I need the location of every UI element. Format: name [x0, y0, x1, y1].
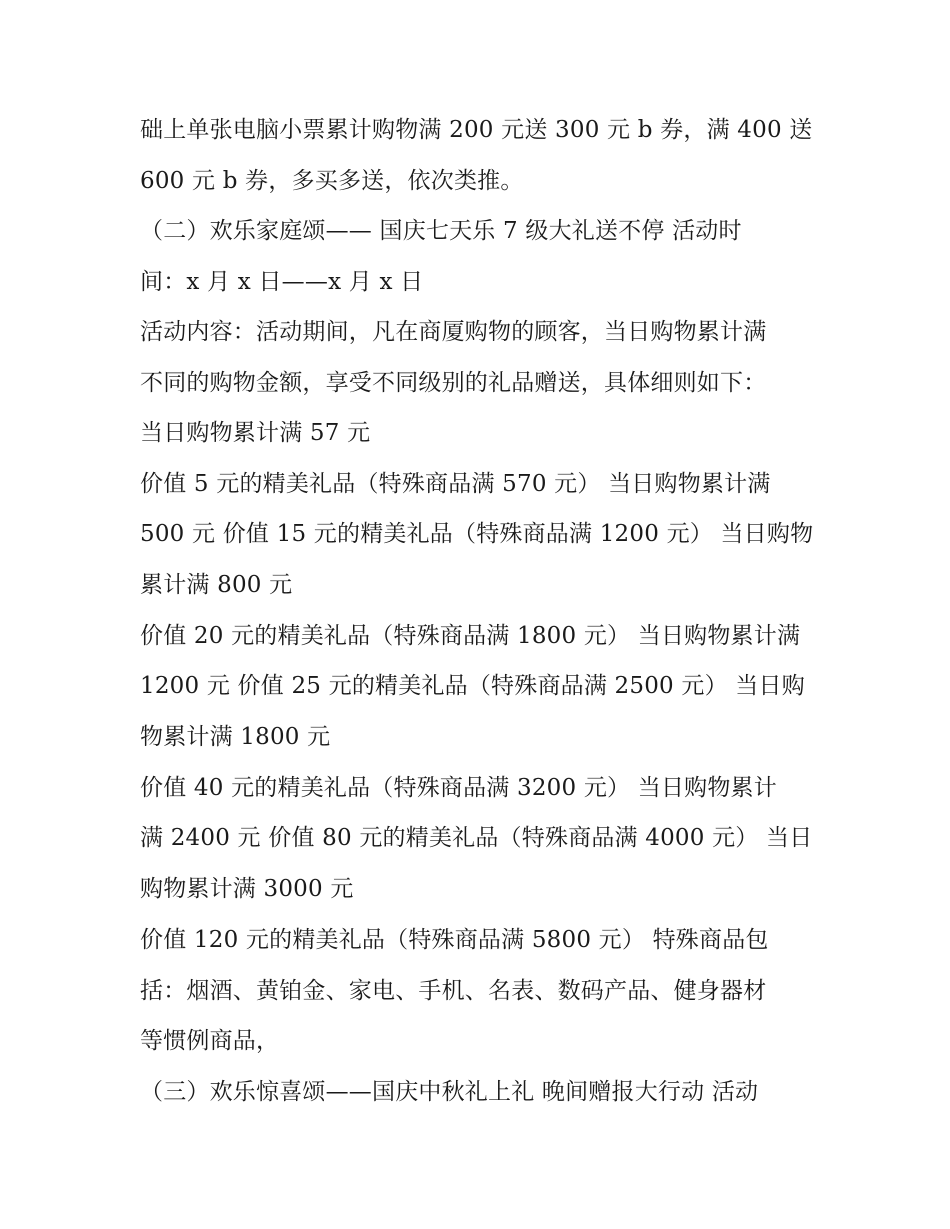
text-line: 物累计满 1800 元	[140, 724, 331, 750]
text-line: 础上单张电脑小票累计购物满 200 元送 300 元 b 券，满 400 送	[140, 117, 813, 143]
text-line: 价值 20 元的精美礼品（特殊商品满 1800 元） 当日购物累计满	[140, 623, 801, 649]
text-line: 当日购物累计满 57 元	[140, 420, 371, 446]
text-line: （三）欢乐惊喜颂——国庆中秋礼上礼 晚间赠报大行动 活动	[140, 1079, 759, 1105]
text-line: 间：x 月 x 日——x 月 x 日	[140, 269, 424, 295]
text-line: 活动内容：活动期间，凡在商厦购物的顾客，当日购物累计满	[140, 319, 767, 345]
text-line: 价值 120 元的精美礼品（特殊商品满 5800 元） 特殊商品包	[140, 927, 769, 953]
text-line: （二）欢乐家庭颂—— 国庆七天乐 7 级大礼送不停 活动时	[140, 218, 742, 244]
text-line: 满 2400 元 价值 80 元的精美礼品（特殊商品满 4000 元） 当日	[140, 825, 813, 851]
text-line: 价值 5 元的精美礼品（特殊商品满 570 元） 当日购物累计满	[140, 471, 771, 497]
text-line: 500 元 价值 15 元的精美礼品（特殊商品满 1200 元） 当日购物	[140, 521, 814, 547]
text-line: 600 元 b 券，多买多送，依次类推。	[140, 168, 524, 194]
text-line: 等惯例商品，	[140, 1028, 280, 1054]
text-line: 价值 40 元的精美礼品（特殊商品满 3200 元） 当日购物累计	[140, 775, 777, 801]
text-line: 累计满 800 元	[140, 572, 293, 598]
text-line: 括：烟酒、黄铂金、家电、手机、名表、数码产品、健身器材	[140, 978, 767, 1004]
text-line: 购物累计满 3000 元	[140, 876, 354, 902]
text-line: 1200 元 价值 25 元的精美礼品（特殊商品满 2500 元） 当日购	[140, 673, 805, 699]
text-line: 不同的购物金额，享受不同级别的礼品赠送，具体细则如下：	[140, 370, 767, 396]
